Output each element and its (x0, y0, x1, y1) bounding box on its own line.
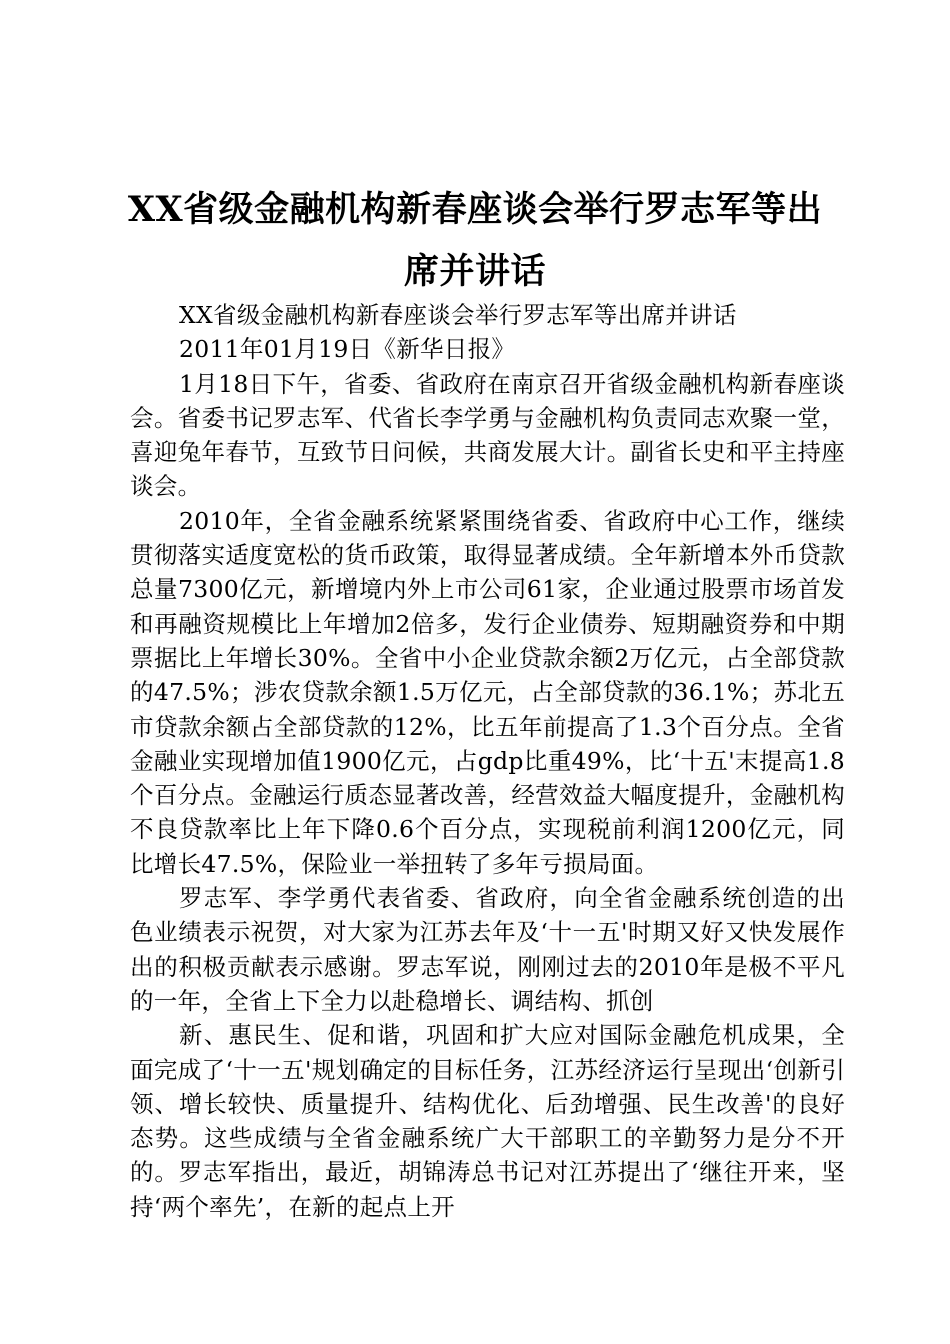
body-paragraph: 罗志军、李学勇代表省委、省政府，向全省金融系统创造的出色业绩表示祝贺，对大家为江苏去年及‘十一五'时期又好又快发展作出的积极贡献表示感谢。罗志军说，刚刚过去的2010年是极不平凡的一年，全省上下全力以赴稳增长、调结构、抓创 (130, 884, 845, 1015)
document-title-line-1: XX省级金融机构新春座谈会举行罗志军等出 (127, 189, 823, 230)
document-title-line-2: 席并讲话 (403, 251, 546, 292)
subtitle-paragraph: XX省级金融机构新春座谈会举行罗志军等出席并讲话 (179, 301, 737, 329)
document-body (130, 298, 845, 1224)
body-paragraph: 新、惠民生、促和谐，巩固和扩大应对国际金融危机成果，全面完成了‘十一五'规划确定的目标任务，江苏经济运行呈现出‘创新引领、增长较快、质量提升、结构优化、后劲增强、民生改善'的良好态势。这些成绩与全省金融系统广大干部职工的辛勤努力是分不开的。罗志军指出，最近，胡锦涛总书记对江苏提出了‘继往开来，坚持‘两个率先’，在新的起点上开 (130, 1021, 845, 1221)
body-paragraph: 1月18日下午，省委、省政府在南京召开省级金融机构新春座谈会。省委书记罗志军、代省长李学勇与金融机构负责同志欢聚一堂，喜迎兔年春节，互致节日问候，共商发展大计。副省长史和平主持座谈会。 (130, 369, 845, 501)
body-paragraph: 2010年，全省金融系统紧紧围绕省委、省政府中心工作，继续贯彻落实适度宽松的货币政策，取得显著成绩。全年新增本外币贷款总量7300亿元，新增境内外上市公司61家，企业通过股票市场首发和再融资规模比上年增加2倍多，发行企业债券、短期融资券和中期票据比上年增长30%。全省中小企业贷款余额2万亿元，占全部贷款的47.5%；涉农贷款余额1.5万亿元，占全部贷款的36.1%；苏北五市贷款余额占全部贷款的12%，比五年前提高了1.3个百分点。全省金融业实现增加值1900亿元，占gdp比重49%，比‘十五'末提高1.8个百分点。金融运行质态显著改善，经营效益大幅度提升，金融机构不良贷款率比上年下降0.6个百分点，实现税前利润1200亿元，同比增长47.5%，保险业一举扭转了多年亏损局面。 (130, 506, 845, 878)
dateline-paragraph: 2011年01月19日《新华日报》 (179, 335, 516, 364)
